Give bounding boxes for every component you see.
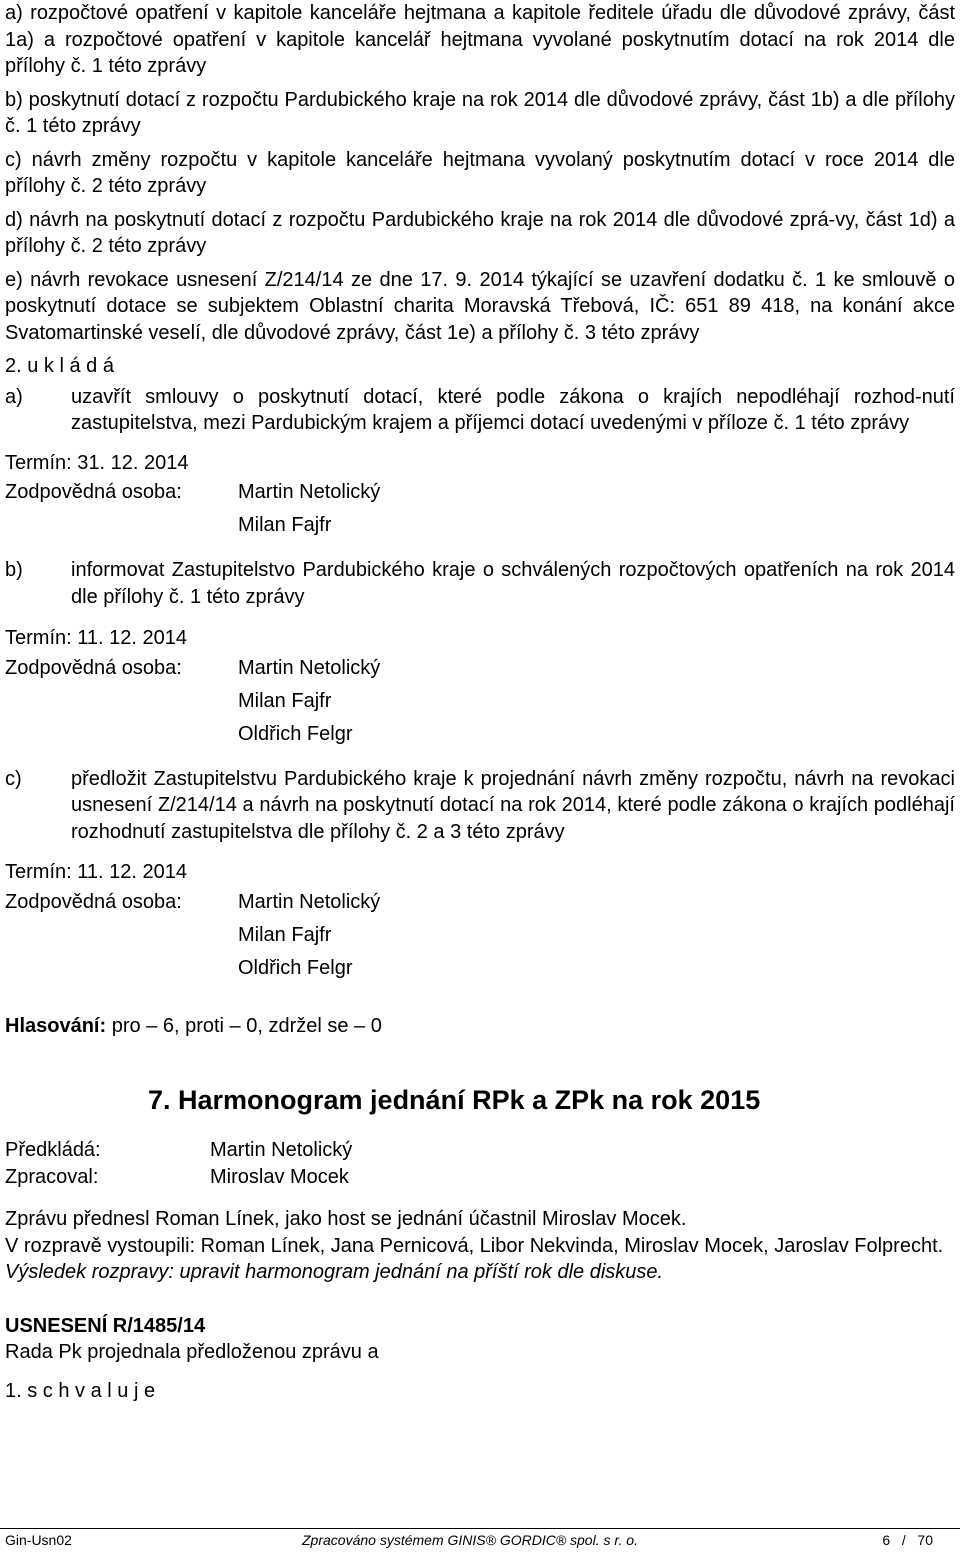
page-footer xyxy=(0,1528,960,1551)
author-name: Miroslav Mocek xyxy=(210,1166,349,1188)
person-name: Martin Netolický xyxy=(238,890,381,913)
author-label: Zpracoval: xyxy=(5,1166,99,1188)
person-name: Oldřich Felgr xyxy=(238,722,353,745)
task-a xyxy=(5,384,955,437)
page-total: 70 xyxy=(917,1532,933,1548)
task-label: b) xyxy=(5,559,23,581)
discussion-paragraph: V rozpravě vystoupili: Roman Línek, Jana Pernicová, Libor Nekvinda, Miroslav Mocek, Jaroslav Folprecht. xyxy=(5,1234,944,1257)
presenter-name: Martin Netolický xyxy=(210,1139,353,1161)
resolution-approves: 1. s c h v a l u j e xyxy=(5,1379,156,1402)
task-label: c) xyxy=(5,767,22,790)
ukada-heading: 2. u k l á d á xyxy=(5,355,114,377)
footer-system: Zpracováno systémem GINIS® GORDIC® spol. s r. o. xyxy=(302,1532,638,1548)
person-name: Milan Fajfr xyxy=(238,689,332,712)
footer-doc-code: Gin-Usn02 xyxy=(5,1532,72,1548)
resolution-intro: Rada Pk projednala předloženou zprávu a xyxy=(5,1341,379,1363)
responsible-label: Zodpovědná osoba: xyxy=(5,656,182,679)
termin: Termín: 11. 12. 2014 xyxy=(5,861,187,883)
person-name: Milan Fajfr xyxy=(238,923,332,946)
task-text: uzavřít smlouvy o poskytnutí dotací, které podle zákona o krajích nepodléhají rozhod-nutí zastupitelstva, mezi Pardubickým krajem a příjemci dotací uvedenými v příloze č. 1 této zprávy xyxy=(71,385,955,434)
task-c xyxy=(5,766,955,846)
page-current: 6 xyxy=(882,1532,891,1548)
vote-label: Hlasování: xyxy=(5,1014,107,1037)
section-title: 7. Harmonogram jednání RPk a ZPk na rok 2015 xyxy=(148,1085,761,1115)
presenter-label: Předkládá: xyxy=(5,1139,101,1161)
termin: Termín: 11. 12. 2014 xyxy=(5,627,187,649)
author-row xyxy=(5,1164,955,1191)
person-name: Martin Netolický xyxy=(238,481,381,503)
item-a: a) rozpočtové opatření v kapitole kanceláře hejtmana a kapitole ředitele úřadu dle důvodové zprávy, část 1a) a rozpočtové opatření v kapitole kancelář hejtmana vyvolané poskytnutím dotací na rok 2014 dle přílohy č. 1 této zprávy xyxy=(5,2,955,77)
task-text: předložit Zastupitelstvu Pardubického kraje k projednání návrh změny rozpočtu, návrh na revokaci usnesení Z/214/14 a návrh na poskytnutí dotací na rok 2014, které podle zákona o krajích podléhají rozhodnutí zastupitelstva dle přílohy č. 2 a 3 této zprávy xyxy=(71,767,955,843)
responsible-block xyxy=(5,652,955,751)
responsible-label: Zodpovědná osoba: xyxy=(5,481,182,503)
item-d: d) návrh na poskytnutí dotací z rozpočtu Pardubického kraje na rok 2014 dle důvodové zprá-vy, část 1d) a přílohy č. 2 této zprávy xyxy=(5,208,955,257)
vote-result: pro – 6, proti – 0, zdržel se – 0 xyxy=(106,1014,382,1037)
vote-line xyxy=(5,1013,955,1040)
report-paragraph: Zprávu přednesl Roman Línek, jako host se jednání účastnil Miroslav Mocek. xyxy=(5,1208,687,1230)
discussion-result: Výsledek rozpravy: upravit harmonogram jednání na příští rok dle diskuse. xyxy=(5,1261,664,1283)
document-page xyxy=(5,0,955,1404)
task-b xyxy=(5,557,955,610)
task-text: informovat Zastupitelstvo Pardubického kraje o schválených rozpočtových opatřeních na rok 2014 dle přílohy č. 1 této zprávy xyxy=(71,559,955,608)
termin: Termín: 31. 12. 2014 xyxy=(5,451,189,474)
item-c: c) návrh změny rozpočtu v kapitole kanceláře hejtmana vyvolaný poskytnutím dotací v roce 2014 dle přílohy č. 2 této zprávy xyxy=(5,148,955,197)
item-e: e) návrh revokace usnesení Z/214/14 ze dne 17. 9. 2014 týkající se uzavření dodatku č. 1 ke smlouvě o poskytnutí dotace se subjektem Oblastní charita Moravská Třebová, IČ: 651 89 418, na konání akce Svatomartinské veselí, dle důvodové zprávy, část 1e) a přílohy č. 3 této zprávy xyxy=(5,268,955,344)
person-name: Martin Netolický xyxy=(238,656,381,679)
person-name: Milan Fajfr xyxy=(238,514,332,536)
item-b: b) poskytnutí dotací z rozpočtu Pardubického kraje na rok 2014 dle důvodové zprávy, část 1b) a dle přílohy č. 1 této zprávy xyxy=(5,88,955,137)
person-name: Oldřich Felgr xyxy=(238,956,353,979)
footer-page-number xyxy=(882,1529,933,1551)
task-label: a) xyxy=(5,385,23,408)
page-separator: / xyxy=(901,1532,906,1548)
presenter-row xyxy=(5,1137,955,1164)
responsible-block xyxy=(5,886,955,985)
responsible-label: Zodpovědná osoba: xyxy=(5,890,182,913)
responsible-block xyxy=(5,476,955,542)
resolution-number: USNESENÍ R/1485/14 xyxy=(5,1314,206,1337)
